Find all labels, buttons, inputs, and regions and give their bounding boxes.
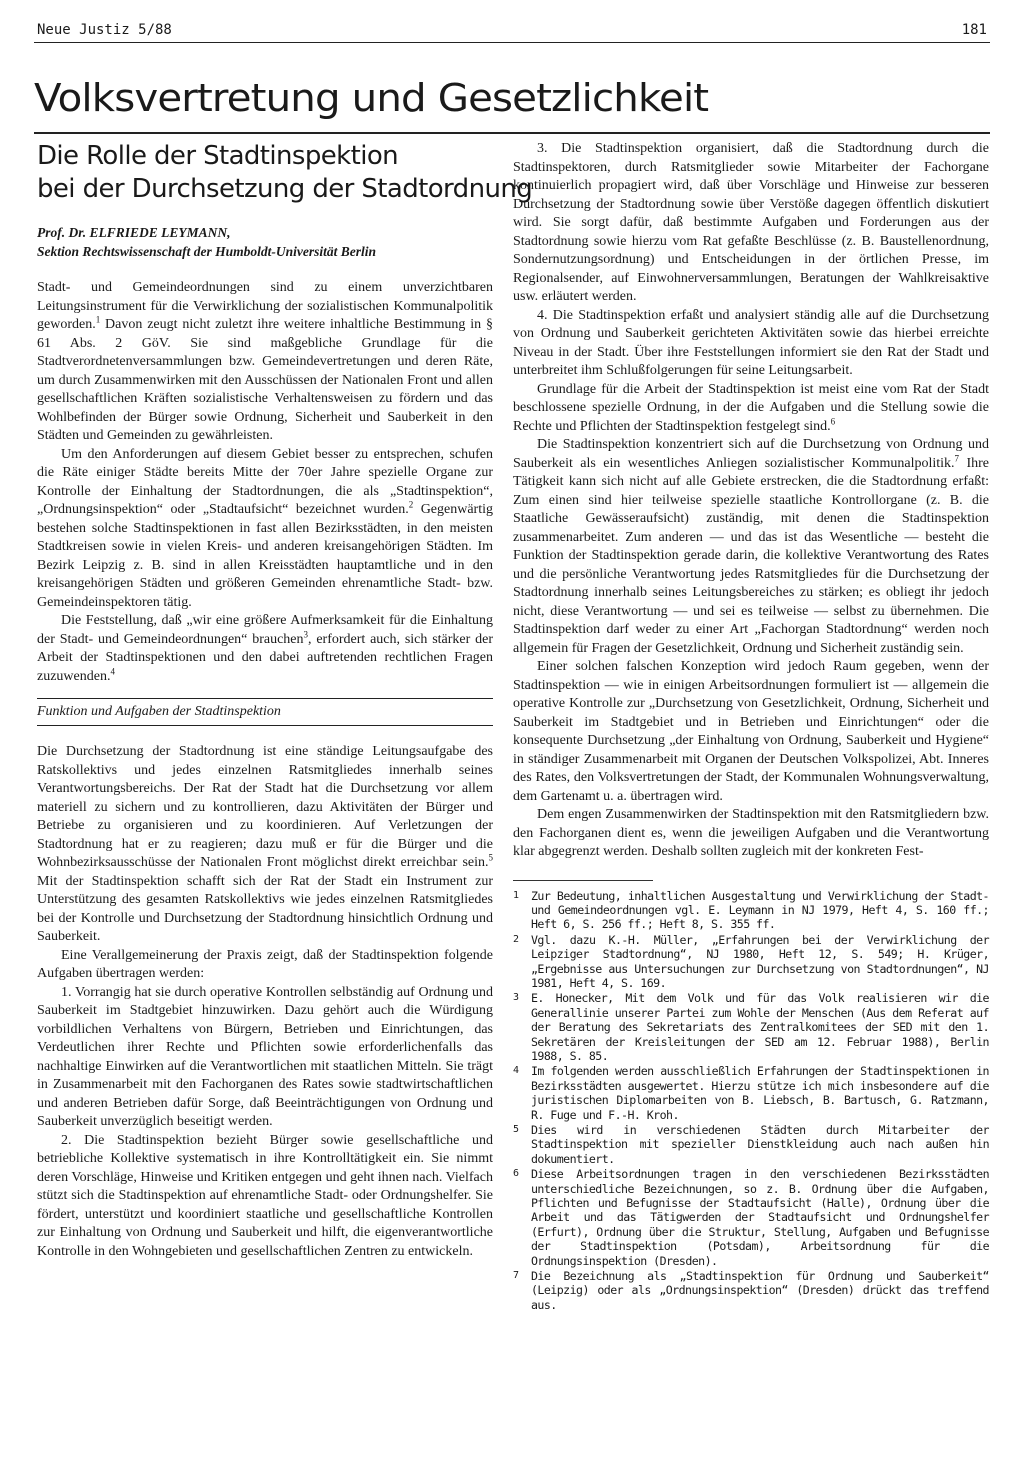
- footnote-text: Dies wird in verschiedenen Städten durch Mitarbeiter der Stadtinspektion mit spezieller Dienstkleidung auch nach außen hin dokumentiert.: [531, 1123, 989, 1166]
- paragraph: Stadt- und Gemeindeordnungen sind zu einem unverzichtbaren Leitungsinstrument für die Verwirklichung der sozialistischen Kommunalpolitik geworden.$^1$ Davon zeugt nicht zuletzt ihre weitere inhaltliche Bestimmung in § 61 Abs. 2 GöV. Sie sind maßgebliche Grundlage für die Stadtverordnetenversammlungen bzw. Gemeindevertretungen und deren Räte, um durch Zusammenwirken mit den Ausschüssen der Nationalen Front und allen gesellschaftlichen Kräften sozialistische Verhaltensweisen zu fördern und das Wohlbefinden der Bürger sowie Ordnung, Sicherheit und Sauberkeit in den Städten und Gemeinden zu gewährleisten.: [37, 280, 493, 443]
- footnote-text: Diese Arbeitsordnungen tragen in den verschiedenen Bezirksstädten unterschiedliche Bezeichnungen, so z. B. Ordnung über die Aufgaben, Pflichten und Befugnisse der Stadtaufsicht (Halle), Ordnung über die Arbeit und das Tätigwerden der Stadtaufsicht und Ordnungshelfer (Erfurt), Ordnung über die Struktur, Stellung, Aufgaben und Befugnisse der Stadtinspektion (Potsdam), Arbeitsordnung für die Ordnungsinspektion (Dresden).: [531, 1167, 989, 1268]
- paragraph: Die Feststellung, daß „wir eine größere Aufmerksamkeit für die Einhaltung der Stadt- und Gemeindeordnungen“ brauchen$^3$, erfordert auch, sich stärker der Arbeit der Stadtinspektionen und den dabei auftretenden rechtlichen Fragen zuzuwenden.$^4$: [37, 613, 493, 684]
- footnote-number: 1: [513, 889, 519, 901]
- footnote-number: 4: [513, 1065, 519, 1077]
- footnote-number: 2: [513, 933, 519, 945]
- paragraph: Eine Verallgemeinerung der Praxis zeigt, daß der Stadtinspektion folgende Aufgaben übertragen werden:: [37, 947, 493, 981]
- right-column: [513, 140, 989, 1313]
- author-name: Prof. Dr. ELFRIEDE LEYMANN,: [37, 225, 231, 240]
- footnote-ref[interactable]: 6: [830, 415, 836, 426]
- list-item: 2. Die Stadtinspektion bezieht Bürger sowie gesellschaftliche und betriebliche Kollektive systematisch in ihre Kontrolltätigkeit ein. Sie nimmt deren Vorschläge, Hinweise und Kritiken entgegen und geht ihnen nach. Vielfach stützt sich die Stadtinspektion auf ehrenamtliche Stadt- oder Ordnungshelfer. Sie fördert, unterstützt und koordiniert staatliche und gesellschaftliche Kontrollen zur Einhaltung von Ordnung und Sauberkeit und hilft, die eigenverantwortliche Kontrolle in den Wohngebieten und gesellschaftlichen Zentren zu entwickeln.: [37, 1132, 493, 1259]
- paragraph: Die Stadtinspektion konzentriert sich auf die Durchsetzung von Ordnung und Sauberkeit als ein wesentliches Anliegen sozialistischer Kommunalpolitik.$^7$ Ihre Tätigkeit kann sich nicht auf alle Gebiete erstrecken, die die Stadtordnung erfaßt: Zum einen sind hier teilweise spezielle staatliche Kontrollorgane (z. B. die Staatliche Gewässeraufsicht) zuständig, mit denen die Stadtinspektion zusammenarbeitet. Zum anderen — und das ist das Wesentliche — besteht die Funktion der Stadtinspektion gerade darin, die kollektive Verantwortung des Rates und die persönliche Verantwortung jedes Ratsmitgliedes für die Durchsetzung der Stadtordnung innerhalb seines Leitungsbereiches zu stärken; es obliegt ihr jedoch nicht, diese Verantwortung — und sei es teilweise — selbst zu übernehmen. Die Stadtinspektion darf weder zu einer Art „Fachorgan Stadtordnung“ werden noch allgemein für Fragen der Gesetzlichkeit, Ordnung und Sicherheit zuständig sein.: [513, 437, 989, 656]
- footnote-ref[interactable]: 7: [954, 452, 960, 463]
- article-title-line-1: Die Rolle der Stadtinspektion: [37, 141, 399, 171]
- article-title: [37, 140, 533, 206]
- footnote: [513, 933, 989, 991]
- journal-issue: Neue Justiz 5/88: [37, 22, 172, 38]
- footnote-rule: [513, 880, 653, 881]
- footnote-text: E. Honecker, Mit dem Volk und für das Volk realisieren wir die Generallinie unserer Partei zum Wohle der Menschen (Aus dem Referat auf der Beratung des Sekretariats des Zentralkomitees der SED mit den 1. Sekretären der Kreisleitungen der SED am 12. Februar 1988), Berlin 1988, S. 85.: [531, 991, 989, 1063]
- right-body-text: [513, 140, 989, 862]
- paragraph: Einer solchen falschen Konzeption wird jedoch Raum gegeben, wenn der Stadtinspektion — wie in einigen Arbeitsordnungen formuliert ist — allgemein die operative Kontrolle zur „Durchsetzung von Gesetzlichkeit, Ordnung, Sicherheit und Sauberkeit im Stadtgebiet und in Betrieben und Einrichtungen“ oder die konsequente Durchsetzung „der Einhaltung von Ordnung, Sauberkeit und Hygiene“ in ständiger Zusammenarbeit mit Organen der Deutschen Volkspolizei, Abt. Inneres des Rates, den Volksvertretungen der Stadt, der Kommunalen Wohnungsverwaltung, dem Gartenamt u. a. übertragen wird.: [513, 659, 989, 804]
- header-rule: [34, 42, 990, 43]
- footnote-ref[interactable]: 2: [408, 499, 414, 510]
- footnote: [513, 1064, 989, 1122]
- footnote-text: Die Bezeichnung als „Stadtinspektion für Ordnung und Sauberkeit“ (Leipzig) oder als „Ordnungsinspektion“ (Dresden) drückt das treffend aus.: [531, 1269, 989, 1312]
- footnote-ref[interactable]: 1: [95, 314, 101, 325]
- footnote-number: 3: [513, 992, 519, 1004]
- left-column: [37, 140, 533, 1261]
- list-item: 3. Die Stadtinspektion organisiert, daß die Stadtordnung durch die Stadtinspektoren, durch Ratsmitglieder sowie Mitarbeiter der Fachorgane kontinuierlich propagiert wird, daß über Vorschläge und Hinweise zur besseren Durchsetzung der Stadtordnung sowie über Verstöße dagegen öffentlich diskutiert wird. Sie sorgt dafür, daß bestimmte Aufgaben und Forderungen aus der Stadtordnung sowie hierzu vom Rat gefaßte Beschlüsse (z. B. Baustellenordnung, Sondernutzungsordnung) und Entscheidungen in der örtlichen Presse, im Regionalsender, auf Einwohnerversammlungen, Beratungen der Wahlkreisaktive usw. erläutert werden.: [513, 141, 989, 304]
- footnote-ref[interactable]: 5: [488, 852, 493, 863]
- footnote-text: Im folgenden werden ausschließlich Erfahrungen der Stadtinspektionen in Bezirksstädten ausgewertet. Hierzu stütze ich mich insbesondere auf die juristischen Diplomarbeiten von B. Liebsch, B. Bartusch, G. Ratzmann, R. Fuge und F.-H. Kroh.: [531, 1064, 989, 1122]
- page-number: 181: [961, 22, 987, 38]
- paragraph: Dem engen Zusammenwirken der Stadtinspektion mit den Ratsmitgliedern bzw. den Fachorganen dient es, wenn die jeweiligen Aufgaben und die Verantwortung klar abgegrenzt werden. Deshalb sollten zugleich mit der konkreten Fest-: [513, 807, 989, 859]
- footnotes: [513, 889, 989, 1313]
- paragraph: Grundlage für die Arbeit der Stadtinspektion ist meist eine vom Rat der Stadt beschlossene spezielle Ordnung, in der die Aufgaben und die Stellung sowie die Rechte und Pflichten der Stadtinspektion festgelegt sind.$^6$: [513, 381, 989, 434]
- list-item: 1. Vorrangig hat sie durch operative Kontrollen selbständig auf Ordnung und Sauberkeit im Stadtgebiet hinzuwirken. Dazu gehört auch die Würdigung vorbildlichen Verhaltens von Bürgern, Betrieben und Einrichtungen, das Verdeutlichen ihrer Rechte und Pflichten sowie erforderlichenfalls das nachhaltige Einwirken auf die Verantwortlichen mit staatlichen Mitteln. Sie trägt in Zusammenarbeit mit den Fachorganen des Rates sowie stadtwirtschaftlichen und anderen Betrieben dafür Sorge, daß Beeinträchtigungen von Ordnung und Sauberkeit unverzüglich beseitigt werden.: [37, 984, 493, 1129]
- footnote-text: Vgl. dazu K.-H. Müller, „Erfahrungen bei der Verwirklichung der Leipziger Stadtordnung“, NJ 1980, Heft 12, S. 549; H. Krüger, „Ergebnisse aus Untersuchungen zur Durchsetzung von Stadtordnungen“, NJ 1981, Heft 4, S. 169.: [531, 932, 989, 990]
- paragraph: Die Durchsetzung der Stadtordnung ist eine ständige Leitungsaufgabe des Ratskollektivs und jedes einzelnen Ratsmitgliedes innerhalb seines Verantwortungsbereichs. Der Rat der Stadt hat die Durchsetzung vor allem materiell zu sichern und zu kontrollieren, dazu Aktivitäten der Bürger und Betriebe zu organisieren und zu koordinieren. Auf Verletzungen der Stadtordnung hat er zu reagieren; dazu muß er für die Bürger und die Wohnbezirksausschüsse der Nationalen Front möglichst direkt erreichbar sein.$^5$ Mit der Stadtinspektion schafft sich der Rat der Stadt ein Instrument zur Unterstützung des gesamten Ratskollektivs wie jedes einzelnen Ratsmitgliedes bei der Kontrolle und Durchsetzung der Stadtordnung hinsichtlich Ordnung und Sauberkeit.: [37, 744, 493, 944]
- footnote: [513, 1269, 989, 1312]
- footnote: [513, 889, 989, 932]
- footnote: [513, 991, 989, 1063]
- footnote-number: 7: [513, 1270, 519, 1282]
- left-body-text: [37, 279, 493, 1261]
- author-byline: [37, 223, 493, 261]
- article-title-line-2: bei der Durchsetzung der Stadtordnung: [37, 174, 533, 204]
- footnote: [513, 1123, 989, 1166]
- subheading-box: [37, 698, 493, 726]
- footnote-number: 6: [513, 1168, 519, 1180]
- section-title: Volksvertretung und Gesetzlichkeit: [34, 76, 709, 120]
- footnote-text: Zur Bedeutung, inhaltlichen Ausgestaltung und Verwirklichung der Stadt- und Gemeindeordnungen vgl. E. Leymann in NJ 1979, Heft 4, S. 160 ff.; Heft 6, S. 256 ff.; Heft 8, S. 355 ff.: [531, 888, 989, 932]
- footnote-ref[interactable]: 3: [303, 628, 308, 639]
- paragraph: Um den Anforderungen auf diesem Gebiet besser zu entsprechen, schufen die Räte einiger Städte bereits Mitte der 70er Jahre spezielle Organe zur Kontrolle der Einhaltung der Stadtordnungen, die als „Stadtinspektion“, „Ordnungsinspektion“ oder „Stadtaufsicht“ bezeichnet wurden.$^2$ Gegenwärtig bestehen solche Stadtinspektionen in fast allen Bezirksstädten, in den meisten Stadtkreisen sowie in vielen Kreis- und anderen kreisangehörigen Städten. Im Bezirk Leipzig z. B. sind in allen Kreisstädten hauptamtliche und in den kreisangehörigen Städten und größeren Gemeinden ehrenamtliche Stadt- bzw. Gemeindeinspektoren tätig.: [37, 446, 494, 610]
- section-title-rule: [34, 132, 990, 134]
- subheading: Funktion und Aufgaben der Stadtinspektion: [37, 704, 281, 719]
- author-affiliation: Sektion Rechtswissenschaft der Humboldt-Universität Berlin: [37, 244, 377, 259]
- footnote-ref[interactable]: 4: [110, 665, 115, 676]
- list-item: 4. Die Stadtinspektion erfaßt und analysiert ständig alle auf die Durchsetzung von Ordnung und Sauberkeit gerichteten Aktivitäten sowie das hierbei erreichte Niveau in der Stadt. Über ihre Feststellungen informiert sie den Rat der Stadt und unterbreitet ihm Schlußfolgerungen für seine Leitungsarbeit.: [513, 307, 989, 378]
- footnote-number: 5: [513, 1124, 519, 1135]
- footnote: [513, 1167, 989, 1268]
